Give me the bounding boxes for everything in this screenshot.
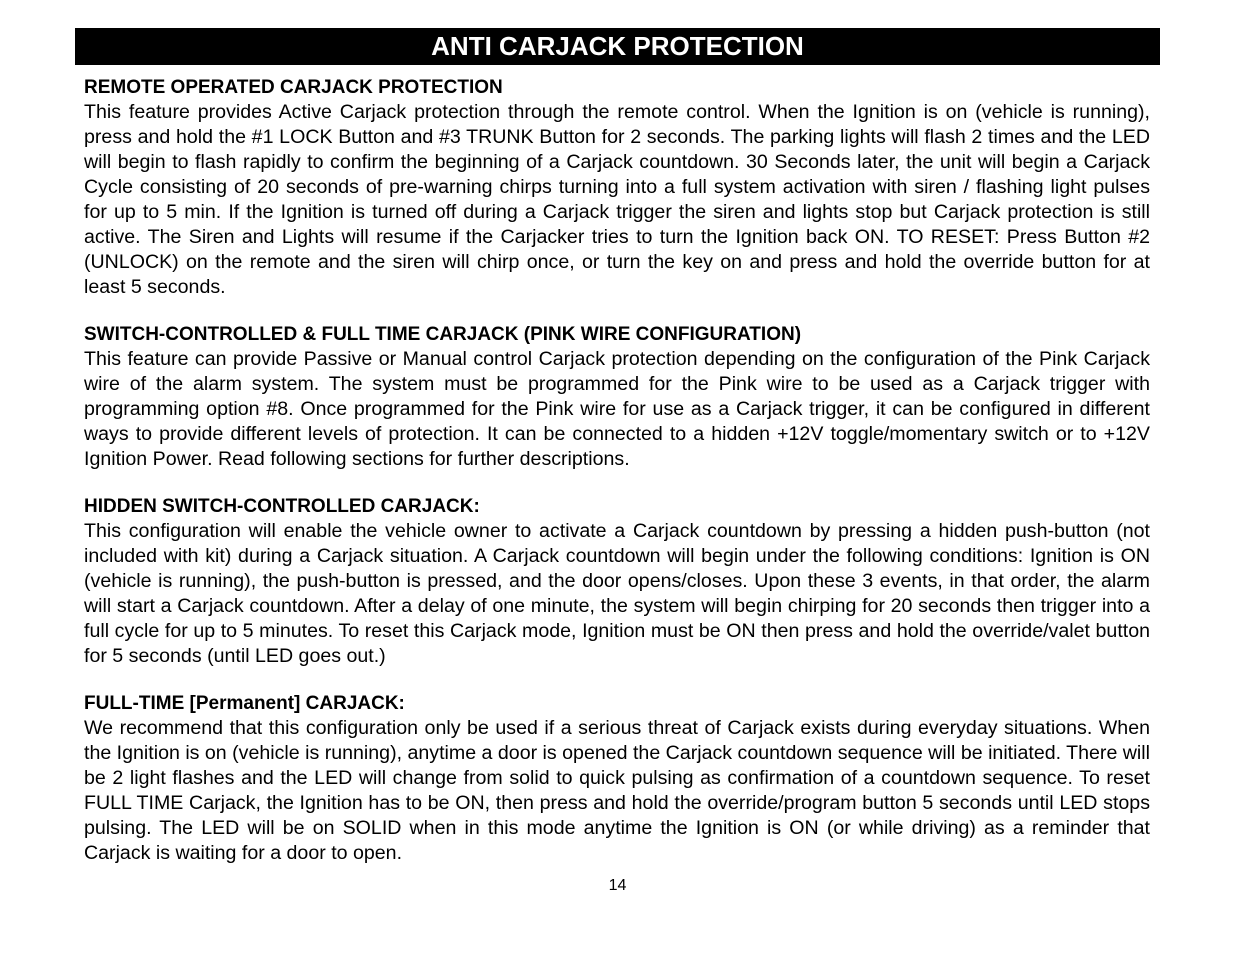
section-remote-operated [84,75,1150,300]
section-body: We recommend that this configuration only be used if a serious threat of Carjack exists during everyday situations. When the Ignition is on (vehicle is running), anytime a door is opened the Carjack countdown sequence will be initiated. There will be 2 light flashes and the LED will change from solid to quick pulsing as confirmation of a countdown sequence. To reset FULL TIME Carjack, the Ignition has to be ON, then press and hold the override/program button 5 seconds until LED stops pulsing. The LED will be on SOLID when in this mode anytime the Ignition is ON (or while driving) as a reminder that Carjack is waiting for a door to open. [84,717,1150,864]
section-heading: SWITCH-CONTROLLED & FULL TIME CARJACK (PINK WIRE CONFIGURATION) [84,324,802,345]
section-full-time [84,691,1150,866]
section-body: This feature can provide Passive or Manual control Carjack protection depending on the configuration of the Pink Carjack wire of the alarm system. The system must be programmed for the Pink wire to be used as a Carjack trigger with programming option #8. Once programmed for the Pink wire for use as a Carjack trigger, it can be configured in different ways to provide different levels of protection. It can be connected to a hidden +12V toggle/momentary switch or to +12V Ignition Power. Read following sections for further descriptions. [84,348,1150,470]
section-pink-wire-configuration [84,322,1150,472]
section-body: This feature provides Active Carjack protection through the remote control. When the Ignition is on (vehicle is running), press and hold the #1 LOCK Button and #3 TRUNK Button for 2 seconds. The parking lights will flash 2 times and the LED will begin to flash rapidly to confirm the beginning of a Carjack countdown. 30 Seconds later, the unit will begin a Carjack Cycle consisting of 20 seconds of pre-warning chirps turning into a full system activation with siren / flashing light pulses for up to 5 min. If the Ignition is turned off during a Carjack trigger the siren and lights stop but Carjack protection is still active. The Siren and Lights will resume if the Carjacker tries to turn the Ignition back ON. TO RESET: Press Button #2 (UNLOCK) on the remote and the siren will chirp once, or turn the key on and press and hold the override button for at least 5 seconds. [84,101,1150,298]
section-heading: FULL-TIME [Permanent] CARJACK: [84,693,405,714]
document-body [84,75,1150,888]
page-title: ANTI CARJACK PROTECTION [75,28,1160,65]
section-heading: HIDDEN SWITCH-CONTROLLED CARJACK: [84,496,480,517]
page-number: 14 [608,877,627,894]
section-heading: REMOTE OPERATED CARJACK PROTECTION [84,77,503,98]
section-body: This configuration will enable the vehicle owner to activate a Carjack countdown by pressing a hidden push-button (not included with kit) during a Carjack situation. A Carjack countdown will begin under the following conditions: Ignition is ON (vehicle is running), the push-button is pressed, and the door opens/closes. Upon these 3 events, in that order, the alarm will start a Carjack countdown. After a delay of one minute, the system will begin chirping for 20 seconds then trigger into a full cycle for up to 5 minutes. To reset this Carjack mode, Ignition must be ON then press and hold the override/valet button for 5 seconds (until LED goes out.) [84,520,1150,667]
section-hidden-switch [84,494,1150,669]
